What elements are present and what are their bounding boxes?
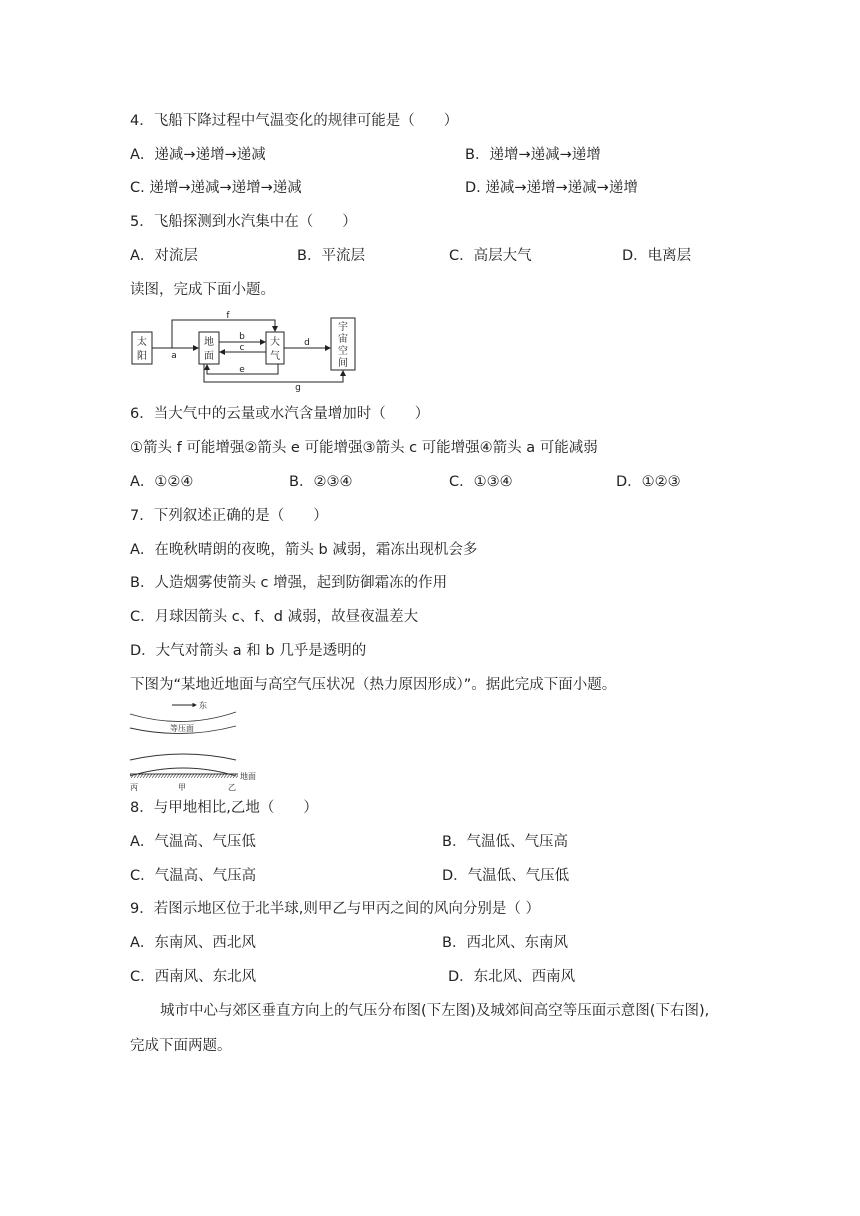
intro-read-figure: 读图，完成下面小题。 xyxy=(130,282,275,298)
upper-isobar-1 xyxy=(130,712,236,722)
q8-option-c: C．气温高、气压高 xyxy=(130,868,257,884)
q6-stem: 6．当大气中的云量或水汽含量增加时（ ） xyxy=(130,406,430,422)
arrow-g xyxy=(204,364,343,382)
q4-option-a: A．递减→递增→递减 xyxy=(130,147,266,163)
q5-option-d: D．电离层 xyxy=(622,248,692,264)
atmosphere-label-1: 大 xyxy=(270,337,280,348)
isobar-diagram xyxy=(128,698,273,793)
q9-option-a: A．东南风、西北风 xyxy=(130,935,256,951)
sun-label-2: 阳 xyxy=(137,351,147,362)
ground-label-1: 地 xyxy=(204,337,214,348)
q4-option-d: D. 递减→递增→递减→递增 xyxy=(465,180,638,196)
arrow-c-label: c xyxy=(239,343,245,353)
q7-stem: 7．下列叙述正确的是（ ） xyxy=(130,508,328,524)
q6-statements: ①箭头 f 可能增强②箭头 e 可能增强③箭头 c 可能增强④箭头 a 可能减弱 xyxy=(130,440,598,456)
intro-pressure-figure: 下图为“某地近地面与高空气压状况（热力原因形成）”。据此完成下面小题。 xyxy=(130,677,617,693)
lower-isobar-1 xyxy=(130,754,236,760)
ground-label: 地面 xyxy=(240,772,256,781)
arrow-b-label: b xyxy=(239,332,245,342)
arrow-f-label: f xyxy=(226,311,230,321)
space-label-3: 空 xyxy=(338,346,348,357)
arrow-f xyxy=(172,320,275,348)
arrow-g-label: g xyxy=(295,383,301,393)
q4-option-c: C. 递增→递减→递增→递减 xyxy=(130,180,302,196)
q8-stem: 8．与甲地相比,乙地（ ） xyxy=(130,800,318,816)
arrow-e-label: e xyxy=(239,365,245,375)
east-label: 东 xyxy=(199,701,207,710)
q8-option-a: A．气温高、气压低 xyxy=(130,834,256,850)
q9-option-d: D．东北风、西南风 xyxy=(448,969,576,985)
arrow-a-label: a xyxy=(171,351,177,361)
q5-option-b: B．平流层 xyxy=(297,248,365,264)
place-yi: 乙 xyxy=(228,783,236,792)
place-jia: 甲 xyxy=(178,783,186,792)
intro-city-suburb-line-1: 城市中心与郊区垂直方向上的气压分布图(下左图)及城郊间高空等压面示意图(下右图), xyxy=(160,1003,710,1019)
q7-option-d: D．大气对箭头 a 和 b 几乎是透明的 xyxy=(130,643,367,659)
q8-option-b: B．气温低、气压高 xyxy=(442,834,568,850)
radiation-flow-diagram xyxy=(128,310,368,393)
place-bing: 丙 xyxy=(130,783,138,792)
q6-option-c: C．①③④ xyxy=(449,474,513,490)
space-label-2: 宙 xyxy=(338,334,348,345)
q6-option-b: B．②③④ xyxy=(289,474,353,490)
atmosphere-label-2: 气 xyxy=(270,351,280,362)
q6-option-d: D．①②③ xyxy=(616,474,681,490)
q4-option-b: B．递增→递减→递增 xyxy=(465,147,601,163)
space-label-4: 间 xyxy=(338,358,348,369)
ground-strip xyxy=(130,774,238,778)
q4-stem: 4．飞船下降过程中气温变化的规律可能是（ ） xyxy=(130,113,459,129)
q9-stem: 9．若图示地区位于北半球,则甲乙与甲丙之间的风向分别是（ ） xyxy=(130,901,540,917)
arrow-d-label: d xyxy=(304,338,310,348)
q5-option-a: A．对流层 xyxy=(130,248,198,264)
q7-option-b: B．人造烟雾使箭头 c 增强，起到防御霜冻的作用 xyxy=(130,575,448,591)
q5-stem: 5．飞船探测到水汽集中在（ ） xyxy=(130,214,357,230)
space-label-1: 宇 xyxy=(338,322,348,333)
q6-option-a: A．①②④ xyxy=(130,474,194,490)
ground-label-2: 面 xyxy=(204,351,214,362)
q7-option-a: A．在晚秋晴朗的夜晚，箭头 b 减弱，霜冻出现机会多 xyxy=(130,542,478,558)
q7-option-c: C．月球因箭头 c、f、d 减弱，故昼夜温差大 xyxy=(130,609,419,625)
q9-option-c: C．西南风、东北风 xyxy=(130,969,257,985)
q8-option-d: D．气温低、气压低 xyxy=(442,868,570,884)
q5-option-c: C．高层大气 xyxy=(449,248,532,264)
sun-label-1: 太 xyxy=(137,337,147,348)
intro-city-suburb-line-2: 完成下面两题。 xyxy=(130,1038,232,1054)
q9-option-b: B．西北风、东南风 xyxy=(442,935,568,951)
isobar-label: 等压面 xyxy=(170,724,194,733)
